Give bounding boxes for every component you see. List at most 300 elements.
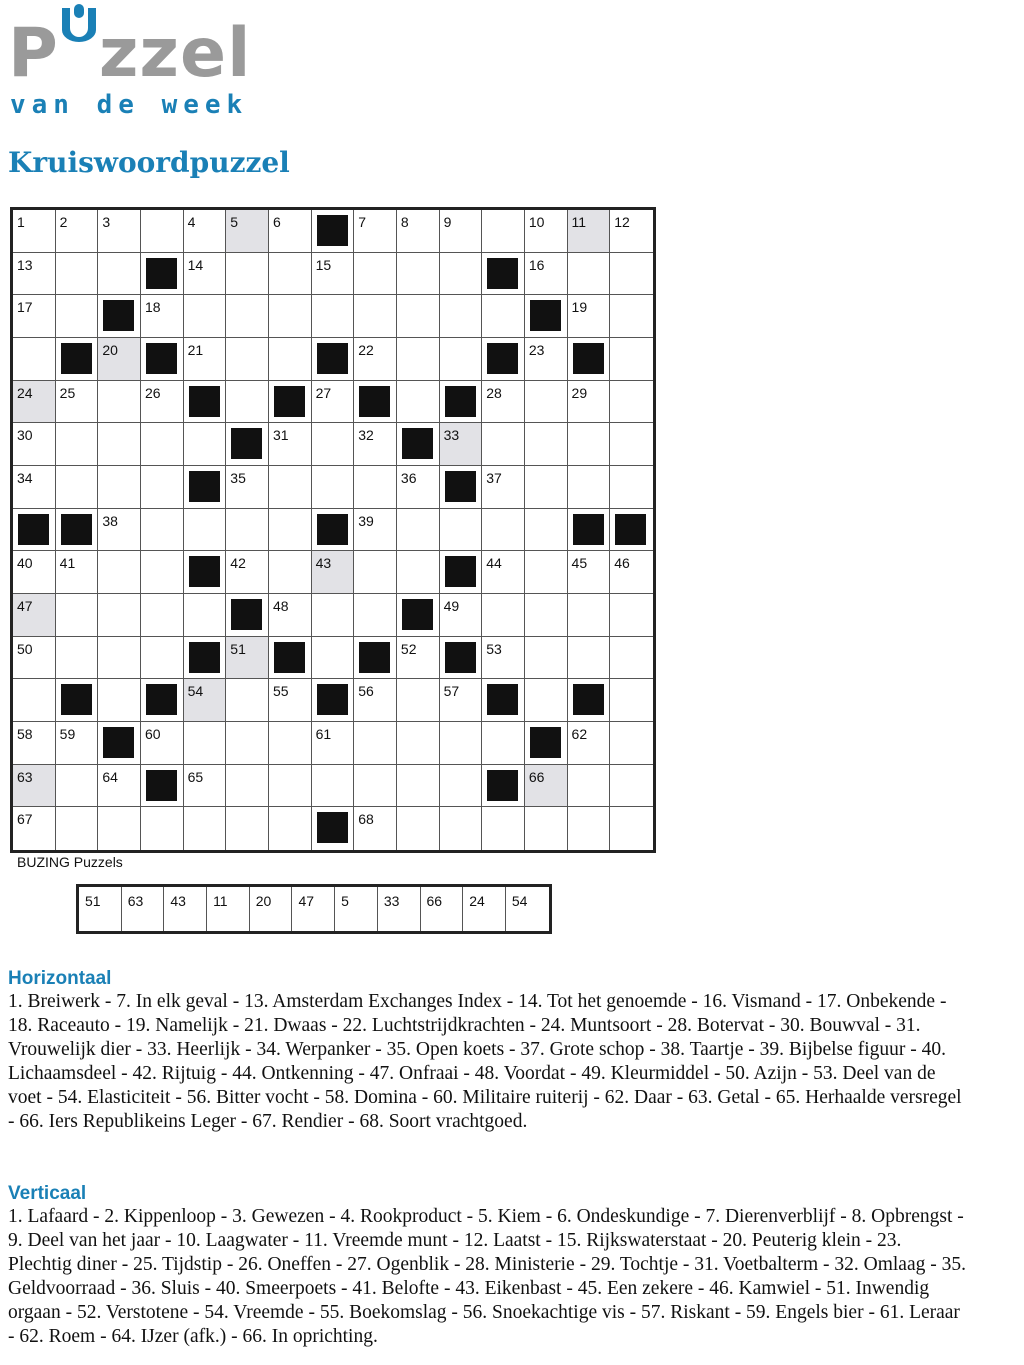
page-title: Kruiswoordpuzzel bbox=[8, 146, 290, 179]
grid-cell[interactable] bbox=[269, 466, 312, 509]
grid-cell[interactable] bbox=[269, 509, 312, 552]
black-square bbox=[573, 514, 604, 545]
grid-cell[interactable] bbox=[56, 381, 99, 424]
grid-cell[interactable] bbox=[482, 423, 525, 466]
grid-cell[interactable] bbox=[56, 765, 99, 808]
grid-cell[interactable] bbox=[13, 807, 56, 850]
grid-cell[interactable] bbox=[397, 679, 440, 722]
grid-cell[interactable] bbox=[525, 338, 568, 381]
black-square bbox=[317, 514, 348, 545]
black-cell bbox=[482, 679, 525, 722]
cell-number: 14 bbox=[187, 256, 204, 273]
black-square bbox=[189, 642, 220, 673]
grid-cell[interactable] bbox=[482, 381, 525, 424]
grid-cell[interactable] bbox=[269, 253, 312, 296]
grid-cell[interactable] bbox=[13, 722, 56, 765]
solution-box[interactable] bbox=[207, 887, 250, 931]
grid-cell[interactable] bbox=[354, 210, 397, 253]
grid-cell[interactable] bbox=[226, 295, 269, 338]
grid-cell[interactable] bbox=[226, 765, 269, 808]
cell-number: 17 bbox=[17, 299, 33, 316]
grid-cell[interactable] bbox=[482, 551, 525, 594]
cell-number: 39 bbox=[358, 512, 374, 529]
black-cell bbox=[312, 807, 355, 850]
grid-cell[interactable] bbox=[13, 423, 56, 466]
black-square bbox=[530, 300, 561, 331]
black-cell bbox=[440, 381, 483, 424]
grid-cell[interactable] bbox=[440, 594, 483, 637]
grid-cell[interactable] bbox=[141, 381, 184, 424]
solution-cell[interactable] bbox=[525, 765, 568, 808]
grid-cell[interactable] bbox=[610, 466, 653, 509]
grid-cell[interactable] bbox=[568, 381, 611, 424]
cell-number: 56 bbox=[358, 683, 374, 700]
grid-cell[interactable] bbox=[141, 210, 184, 253]
cell-number: 24 bbox=[17, 384, 33, 401]
grid-cell[interactable] bbox=[184, 765, 227, 808]
cell-number: 21 bbox=[187, 341, 204, 358]
grid-cell[interactable] bbox=[440, 338, 483, 381]
black-cell bbox=[184, 551, 227, 594]
grid-cell[interactable] bbox=[525, 637, 568, 680]
black-cell bbox=[56, 509, 99, 552]
grid-cell[interactable] bbox=[312, 594, 355, 637]
grid-cell[interactable] bbox=[13, 551, 56, 594]
grid-cell[interactable] bbox=[568, 295, 611, 338]
black-square bbox=[231, 428, 262, 459]
solution-box-number: 47 bbox=[298, 893, 315, 909]
grid-cell[interactable] bbox=[269, 338, 312, 381]
cell-number: 23 bbox=[528, 341, 545, 358]
clues-verticaal bbox=[8, 1183, 1008, 1349]
cell-number: 42 bbox=[230, 555, 246, 572]
grid-cell[interactable] bbox=[226, 551, 269, 594]
grid-cell[interactable] bbox=[610, 679, 653, 722]
black-square bbox=[445, 386, 476, 417]
grid-cell[interactable] bbox=[397, 253, 440, 296]
grid-cell[interactable] bbox=[610, 295, 653, 338]
solution-cell[interactable] bbox=[226, 210, 269, 253]
grid-cell[interactable] bbox=[141, 423, 184, 466]
solution-box[interactable] bbox=[164, 887, 207, 931]
black-cell bbox=[312, 210, 355, 253]
grid-cell[interactable] bbox=[525, 807, 568, 850]
grid-cell[interactable] bbox=[397, 381, 440, 424]
grid-cell[interactable] bbox=[13, 679, 56, 722]
cell-number: 38 bbox=[102, 512, 118, 529]
cell-number: 28 bbox=[486, 384, 502, 401]
grid-cell[interactable] bbox=[525, 594, 568, 637]
cell-number: 27 bbox=[315, 384, 332, 401]
black-cell bbox=[568, 338, 611, 381]
grid-cell[interactable] bbox=[568, 423, 611, 466]
black-cell bbox=[56, 679, 99, 722]
grid-cell[interactable] bbox=[440, 722, 483, 765]
grid-cell[interactable] bbox=[13, 338, 56, 381]
logo-wordmark bbox=[8, 14, 252, 93]
grid-cell[interactable] bbox=[269, 679, 312, 722]
grid-cell[interactable] bbox=[610, 210, 653, 253]
grid-cell[interactable] bbox=[141, 466, 184, 509]
grid-cell[interactable] bbox=[56, 637, 99, 680]
cell-number: 6 bbox=[272, 214, 281, 230]
grid-cell[interactable] bbox=[98, 253, 141, 296]
grid-cell[interactable] bbox=[354, 295, 397, 338]
grid-cell[interactable] bbox=[525, 679, 568, 722]
grid-cell[interactable] bbox=[354, 253, 397, 296]
black-square bbox=[146, 770, 177, 801]
cell-number: 12 bbox=[614, 214, 630, 230]
grid-cell[interactable] bbox=[440, 765, 483, 808]
crossword-grid bbox=[10, 207, 656, 853]
grid-cell[interactable] bbox=[354, 765, 397, 808]
black-square bbox=[359, 642, 390, 673]
grid-cell[interactable] bbox=[354, 722, 397, 765]
grid-cell[interactable] bbox=[56, 594, 99, 637]
black-cell bbox=[98, 722, 141, 765]
grid-cell[interactable] bbox=[568, 765, 611, 808]
black-cell bbox=[226, 423, 269, 466]
grid-cell[interactable] bbox=[397, 637, 440, 680]
grid-cell[interactable] bbox=[482, 295, 525, 338]
grid-cell[interactable] bbox=[610, 765, 653, 808]
grid-cell[interactable] bbox=[525, 466, 568, 509]
solution-box[interactable] bbox=[463, 887, 506, 931]
black-cell bbox=[226, 594, 269, 637]
black-cell bbox=[312, 338, 355, 381]
cell-number: 58 bbox=[17, 725, 33, 742]
cell-number: 1 bbox=[17, 214, 25, 230]
puzzel-van-de-week-logo bbox=[8, 14, 258, 120]
cell-number: 25 bbox=[59, 384, 76, 401]
black-square bbox=[61, 514, 92, 545]
grid-cell[interactable] bbox=[610, 551, 653, 594]
grid-cell[interactable] bbox=[525, 210, 568, 253]
grid-cell[interactable] bbox=[141, 509, 184, 552]
grid-cell[interactable] bbox=[354, 509, 397, 552]
grid-cell[interactable] bbox=[610, 722, 653, 765]
black-cell bbox=[397, 594, 440, 637]
clues-horizontaal bbox=[8, 968, 1008, 1134]
grid-cell[interactable] bbox=[269, 210, 312, 253]
grid-cell[interactable] bbox=[312, 295, 355, 338]
grid-cell[interactable] bbox=[440, 679, 483, 722]
solution-cell[interactable] bbox=[184, 679, 227, 722]
solution-box-number: 11 bbox=[213, 893, 228, 909]
cell-number: 55 bbox=[272, 683, 289, 700]
grid-cell[interactable] bbox=[568, 253, 611, 296]
grid-cell[interactable] bbox=[56, 466, 99, 509]
black-square bbox=[317, 812, 348, 843]
grid-cell[interactable] bbox=[226, 722, 269, 765]
solution-box-number: 51 bbox=[85, 893, 101, 909]
grid-cell[interactable] bbox=[98, 423, 141, 466]
grid-cell[interactable] bbox=[354, 807, 397, 850]
solution-box[interactable] bbox=[250, 887, 293, 931]
grid-cell[interactable] bbox=[98, 551, 141, 594]
cell-number: 4 bbox=[187, 214, 196, 230]
black-square bbox=[231, 599, 262, 630]
solution-cell[interactable] bbox=[312, 551, 355, 594]
grid-cell[interactable] bbox=[397, 551, 440, 594]
clues-horizontaal-text: 1. Breiwerk - 7. In elk geval - 13. Amsterdam Exchanges Index - 14. Tot het genoemde - 16. Vismand - 17. Onbekende - 18. Raceauto - 19. Namelijk - 21. Dwaas - 22. Luchtstrijdkrachten - 24. Muntsoort - 28. Botervat - 30. Bouwval - 31. Vrouwelijk dier - 33. Heerlijk - 34. Werpanker - 35. Open koets - 37. Grote schop - 38. Taartje - 39. Bijbelse figuur - 40. Lichaamsdeel - 42. Rijtuig - 44. Ontkenning - 47. Onfraai - 48. Voordat - 49. Kleurmiddel - 50. Azijn - 53. Deel van de voet - 54. Elasticiteit - 56. Bitter vocht - 58. Domina - 60. Militaire ruiterij - 62. Daar - 63. Getal - 65. Herhaalde versregel - 66. Iers Republikeins Leger - 67. Rendier - 68. Soort vrachtgoed. bbox=[8, 991, 962, 1132]
black-square bbox=[103, 727, 134, 758]
grid-cell[interactable] bbox=[13, 253, 56, 296]
grid-cell[interactable] bbox=[568, 594, 611, 637]
grid-cell[interactable] bbox=[397, 466, 440, 509]
grid-cell[interactable] bbox=[184, 253, 227, 296]
grid-cell[interactable] bbox=[354, 594, 397, 637]
cell-number: 40 bbox=[17, 555, 33, 572]
cell-number: 64 bbox=[102, 768, 118, 785]
grid-cell[interactable] bbox=[482, 466, 525, 509]
grid-cell[interactable] bbox=[397, 295, 440, 338]
black-square bbox=[61, 343, 92, 374]
grid-cell[interactable] bbox=[568, 466, 611, 509]
cell-number: 54 bbox=[187, 683, 204, 700]
grid-cell[interactable] bbox=[312, 637, 355, 680]
grid-cell[interactable] bbox=[525, 381, 568, 424]
grid-cell[interactable] bbox=[98, 765, 141, 808]
grid-cell[interactable] bbox=[610, 381, 653, 424]
grid-cell[interactable] bbox=[184, 594, 227, 637]
cell-number: 10 bbox=[528, 214, 545, 230]
solution-cell[interactable] bbox=[440, 423, 483, 466]
grid-cell[interactable] bbox=[312, 253, 355, 296]
grid-cell[interactable] bbox=[184, 509, 227, 552]
grid-cell[interactable] bbox=[312, 466, 355, 509]
black-cell bbox=[184, 466, 227, 509]
grid-cell[interactable] bbox=[354, 679, 397, 722]
grid-cell[interactable] bbox=[56, 253, 99, 296]
solution-cell[interactable] bbox=[226, 637, 269, 680]
grid-cell[interactable] bbox=[98, 594, 141, 637]
grid-cell[interactable] bbox=[482, 722, 525, 765]
grid-cell[interactable] bbox=[226, 466, 269, 509]
grid-cell[interactable] bbox=[610, 594, 653, 637]
grid-cell[interactable] bbox=[269, 551, 312, 594]
grid-cell[interactable] bbox=[312, 381, 355, 424]
black-cell bbox=[98, 295, 141, 338]
grid-cell[interactable] bbox=[568, 807, 611, 850]
cell-number: 31 bbox=[272, 427, 289, 444]
grid-cell[interactable] bbox=[98, 637, 141, 680]
grid-cell[interactable] bbox=[184, 722, 227, 765]
black-square bbox=[445, 556, 476, 587]
grid-cell[interactable] bbox=[98, 807, 141, 850]
grid-cell[interactable] bbox=[13, 210, 56, 253]
solution-box[interactable] bbox=[335, 887, 378, 931]
black-cell bbox=[141, 679, 184, 722]
grid-cell[interactable] bbox=[440, 210, 483, 253]
cell-number: 33 bbox=[443, 427, 460, 444]
cell-number: 37 bbox=[486, 469, 502, 486]
black-cell bbox=[184, 637, 227, 680]
grid-cell[interactable] bbox=[482, 210, 525, 253]
grid-cell[interactable] bbox=[610, 637, 653, 680]
black-cell bbox=[610, 509, 653, 552]
grid-cell[interactable] bbox=[226, 338, 269, 381]
grid-cell[interactable] bbox=[184, 295, 227, 338]
grid-cell[interactable] bbox=[354, 423, 397, 466]
grid-cell[interactable] bbox=[440, 509, 483, 552]
grid-cell[interactable] bbox=[56, 807, 99, 850]
grid-cell[interactable] bbox=[98, 381, 141, 424]
cell-number: 22 bbox=[358, 341, 374, 358]
solution-box-number: 5 bbox=[341, 893, 349, 909]
grid-cell[interactable] bbox=[397, 210, 440, 253]
cell-number: 68 bbox=[358, 811, 374, 828]
cell-number: 65 bbox=[187, 768, 204, 785]
grid-cell[interactable] bbox=[482, 509, 525, 552]
black-square bbox=[445, 471, 476, 502]
grid-cell[interactable] bbox=[269, 722, 312, 765]
solution-cell[interactable] bbox=[13, 381, 56, 424]
black-square bbox=[615, 514, 646, 545]
grid-cell[interactable] bbox=[13, 295, 56, 338]
grid-cell[interactable] bbox=[440, 253, 483, 296]
grid-cell[interactable] bbox=[56, 551, 99, 594]
black-square bbox=[573, 343, 604, 374]
black-square bbox=[189, 471, 220, 502]
solution-cell[interactable] bbox=[98, 338, 141, 381]
grid-cell[interactable] bbox=[56, 722, 99, 765]
grid-cell[interactable] bbox=[226, 381, 269, 424]
grid-cell[interactable] bbox=[525, 253, 568, 296]
clues-verticaal-text: 1. Lafaard - 2. Kippenloop - 3. Gewezen - 4. Rookproduct - 5. Kiem - 6. Ondeskundige - 7. Dierenverblijf - 8. Opbrengst - 9. Deel van het jaar - 10. Laagwater - 11. Vreemde munt - 12. Laatst - 15. Rijkswaterstaat - 20. Peuterig klein - 23. Plechtig diner - 25. Tijdstip - 26. Oneffen - 27. Ogenblik - 28. Ministerie - 29. Tochtje - 31. Voetbalterm - 32. Omlaag - 35. Geldvoorraad - 36. Sluis - 40. Smeerpoets - 41. Belofte - 43. Eikenbast - 45. Een zekere - 46. Kamwiel - 51. Inwendig orgaan - 52. Verstotene - 54. Vreemde - 55. Boekomslag - 56. Snoekachtige vis - 57. Riskant - 59. Engels bier - 61. Leraar - 62. Roem - 64. IJzer (afk.) - 66. In oprichting. bbox=[8, 1206, 966, 1347]
grid-cell[interactable] bbox=[568, 722, 611, 765]
grid-cell[interactable] bbox=[141, 594, 184, 637]
grid-cell[interactable] bbox=[482, 637, 525, 680]
solution-cell[interactable] bbox=[13, 765, 56, 808]
cell-number: 20 bbox=[102, 341, 118, 358]
grid-cell[interactable] bbox=[269, 807, 312, 850]
cell-number: 44 bbox=[486, 555, 502, 572]
grid-cell[interactable] bbox=[141, 295, 184, 338]
grid-cell[interactable] bbox=[98, 679, 141, 722]
cell-number: 11 bbox=[571, 214, 587, 230]
black-cell bbox=[141, 338, 184, 381]
grid-cell[interactable] bbox=[98, 466, 141, 509]
solution-box[interactable] bbox=[421, 887, 464, 931]
grid-cell[interactable] bbox=[610, 807, 653, 850]
cell-number: 16 bbox=[528, 256, 545, 273]
grid-cell[interactable] bbox=[226, 509, 269, 552]
grid-cell[interactable] bbox=[440, 295, 483, 338]
grid-cell[interactable] bbox=[568, 637, 611, 680]
black-square bbox=[18, 514, 49, 545]
grid-cell[interactable] bbox=[184, 210, 227, 253]
black-square bbox=[189, 556, 220, 587]
cell-number: 48 bbox=[272, 597, 289, 614]
grid-cell[interactable] bbox=[141, 807, 184, 850]
grid-cell[interactable] bbox=[226, 679, 269, 722]
grid-cell[interactable] bbox=[610, 338, 653, 381]
grid-cell[interactable] bbox=[312, 423, 355, 466]
grid-cell[interactable] bbox=[312, 722, 355, 765]
solution-cell[interactable] bbox=[13, 594, 56, 637]
grid-cell[interactable] bbox=[141, 637, 184, 680]
grid-cell[interactable] bbox=[184, 423, 227, 466]
solution-box-number: 33 bbox=[383, 893, 400, 909]
grid-cell[interactable] bbox=[98, 210, 141, 253]
grid-cell[interactable] bbox=[354, 551, 397, 594]
solution-box[interactable] bbox=[122, 887, 165, 931]
grid-cell[interactable] bbox=[568, 551, 611, 594]
grid-cell[interactable] bbox=[184, 807, 227, 850]
solution-cell[interactable] bbox=[568, 210, 611, 253]
grid-cell[interactable] bbox=[482, 807, 525, 850]
cell-number: 43 bbox=[315, 555, 332, 572]
cell-number: 35 bbox=[230, 469, 246, 486]
grid-cell[interactable] bbox=[610, 423, 653, 466]
grid-cell[interactable] bbox=[269, 765, 312, 808]
grid-cell[interactable] bbox=[56, 210, 99, 253]
grid-cell[interactable] bbox=[525, 423, 568, 466]
grid-cell[interactable] bbox=[56, 423, 99, 466]
source-credit: BUZING Puzzels bbox=[17, 854, 123, 870]
clues-verticaal-heading: Verticaal bbox=[8, 1183, 87, 1204]
black-cell bbox=[568, 679, 611, 722]
grid-cell[interactable] bbox=[397, 509, 440, 552]
grid-cell[interactable] bbox=[13, 466, 56, 509]
grid-cell[interactable] bbox=[13, 637, 56, 680]
black-cell bbox=[141, 765, 184, 808]
black-cell bbox=[482, 765, 525, 808]
cell-number: 51 bbox=[230, 640, 246, 657]
black-cell bbox=[397, 423, 440, 466]
cell-number: 57 bbox=[443, 683, 460, 700]
grid-cell[interactable] bbox=[269, 295, 312, 338]
grid-cell[interactable] bbox=[226, 253, 269, 296]
cell-number: 8 bbox=[400, 214, 409, 230]
solution-box-number: 43 bbox=[170, 893, 186, 909]
solution-box[interactable] bbox=[378, 887, 421, 931]
cell-number: 41 bbox=[59, 555, 76, 572]
grid-cell[interactable] bbox=[141, 551, 184, 594]
grid-cell[interactable] bbox=[525, 509, 568, 552]
black-cell bbox=[13, 509, 56, 552]
grid-cell[interactable] bbox=[269, 594, 312, 637]
solution-box[interactable] bbox=[79, 887, 122, 931]
grid-cell[interactable] bbox=[397, 807, 440, 850]
cell-number: 3 bbox=[102, 214, 111, 230]
grid-cell[interactable] bbox=[269, 423, 312, 466]
black-cell bbox=[56, 338, 99, 381]
grid-cell[interactable] bbox=[226, 807, 269, 850]
grid-cell[interactable] bbox=[312, 765, 355, 808]
solution-box-number: 24 bbox=[469, 893, 485, 909]
grid-cell[interactable] bbox=[397, 722, 440, 765]
grid-cell[interactable] bbox=[354, 338, 397, 381]
grid-cell[interactable] bbox=[397, 338, 440, 381]
grid-cell[interactable] bbox=[354, 466, 397, 509]
grid-cell[interactable] bbox=[610, 253, 653, 296]
grid-cell[interactable] bbox=[98, 509, 141, 552]
grid-cell[interactable] bbox=[482, 594, 525, 637]
cell-number: 59 bbox=[59, 725, 76, 742]
solution-box[interactable] bbox=[506, 887, 549, 931]
grid-cell[interactable] bbox=[56, 295, 99, 338]
grid-cell[interactable] bbox=[184, 338, 227, 381]
cell-number: 46 bbox=[614, 555, 630, 572]
solution-box[interactable] bbox=[292, 887, 335, 931]
grid-cell[interactable] bbox=[525, 551, 568, 594]
grid-cell[interactable] bbox=[141, 722, 184, 765]
grid-cell[interactable] bbox=[397, 765, 440, 808]
grid-cell[interactable] bbox=[440, 807, 483, 850]
cell-number: 13 bbox=[17, 256, 33, 273]
